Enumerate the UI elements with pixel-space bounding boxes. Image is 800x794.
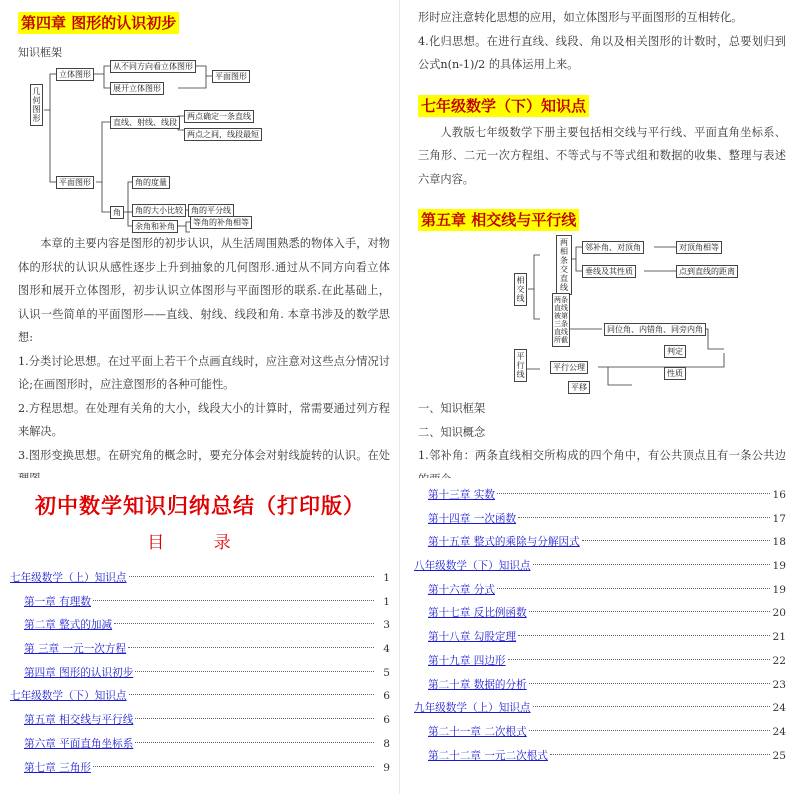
toc-page-number: 1 <box>383 572 390 584</box>
intro-paragraph: 本章的主要内容是图形的初步认识，从生活周围熟悉的物体入手，对物体的形状的认识从感性逐步上升到抽象的几何图形.通过从不同方向看立体图形和展开立体图形，初步认识立体图形与平面图形的联系.在此基础上，认识一些简单的平面图形——直线、射线、线段和角. 本章书涉及的数学思想: <box>18 237 390 344</box>
mm5-axiom: 平行公理 <box>550 361 588 374</box>
toc-leader-dots <box>518 517 770 518</box>
toc-leader-dots <box>529 730 770 731</box>
section-title-grade7-down: 七年级数学（下）知识点 <box>418 95 589 117</box>
toc-leader-dots <box>533 706 770 707</box>
page-toc-2 <box>404 478 800 794</box>
toc-page-number: 4 <box>383 643 390 656</box>
toc-page-number: 16 <box>772 489 786 501</box>
toc-page-number: 19 <box>772 583 786 596</box>
mm5-perp: 垂线及其性质 <box>582 265 636 278</box>
toc-entry[interactable] <box>414 484 786 508</box>
toc-entry[interactable] <box>414 697 786 721</box>
toc-page-number: 25 <box>772 749 786 762</box>
toc-page-number: 5 <box>383 666 390 679</box>
mm5-parallel: 平行线 <box>514 349 527 382</box>
toc-page-number: 3 <box>383 619 390 632</box>
toc-page-number: 9 <box>383 761 390 774</box>
mm5-angles3: 同位角、内错角、同旁内角 <box>604 323 706 336</box>
toc-entry[interactable] <box>414 508 786 532</box>
mm5-adj: 邻补角、对顶角 <box>582 241 644 254</box>
mm5-two-lines: 两相条交直线 <box>556 235 572 295</box>
framework-label: 知识框架 <box>18 46 62 59</box>
toc-page-number: 6 <box>383 690 390 703</box>
idea-3: 3.图形变换思想。在研究角的概念时，要充分体会对射线旋转的认识。在处 <box>18 448 390 462</box>
toc-entry[interactable] <box>10 567 390 591</box>
toc-entry[interactable] <box>414 555 786 579</box>
toc-entry[interactable] <box>414 650 786 674</box>
mm5-translate: 平移 <box>568 381 590 394</box>
mindmap-lines-connectors <box>418 237 786 387</box>
toc-leader-dots <box>135 671 374 672</box>
toc-entry-label[interactable]: 第四章 图形的认识初步 <box>24 666 134 679</box>
toc-entry-label[interactable]: 第二十章 数据的分析 <box>428 678 527 691</box>
outline-1: 一、知识框架 <box>418 402 486 415</box>
toc-page-number: 24 <box>772 725 786 738</box>
toc-entry[interactable] <box>10 638 390 662</box>
toc-page-number: 18 <box>772 536 786 549</box>
toc-page-number: 19 <box>772 560 786 573</box>
toc-leader-dots <box>93 766 374 767</box>
section-intro: 人教版七年级数学下册主要包括相交线与平行线、平面直角坐标系、三角形、二元一次方程组、不等式与不等式组和数据的收集、整理与表述六章内容。 <box>418 125 786 186</box>
toc-page-number: 8 <box>383 737 390 750</box>
idea-2: 2.方程思想。在处理有关角的大小，线段大小的计算时，常需要通过列方程来解决。 <box>18 401 390 438</box>
toc-leader-dots <box>135 718 374 719</box>
toc-page-number: 21 <box>772 631 786 644</box>
toc-entry-label[interactable]: 第二章 整式的加减 <box>24 619 113 632</box>
cont-paragraph: 形时应注意转化思想的应用，如立体图形与平面图形的互相转化。 <box>418 11 743 24</box>
page-chapter-5 <box>404 0 800 462</box>
toc-leader-dots <box>529 611 770 612</box>
toc-leader-dots <box>497 493 770 494</box>
idea-4: 4.化归思想。在进行直线、线段、角以及相关图形的计数时，总要划归到公式n(n-1)/2 的具体运用上来。 <box>418 34 786 71</box>
toc-entry[interactable] <box>10 733 390 757</box>
toc-entry[interactable] <box>414 602 786 626</box>
mindmap-geometry <box>18 62 390 231</box>
toc-page-number: 24 <box>772 702 786 715</box>
toc-entry[interactable] <box>10 685 390 709</box>
toc-leader-dots <box>550 754 770 755</box>
concept-1: 1.邻补角：两条直线相交所构成的四个角中，有公共顶点且有一条公共边 <box>418 449 786 462</box>
toc-entry-label[interactable]: 第十五章 整式的乘除与分解因式 <box>428 536 580 549</box>
idea-1: 1.分类讨论思想。在过平面上若干个点画直线时，应注意对这些点分情况讨论;在画图形时，应注意图形的各种可能性。 <box>18 354 390 391</box>
toc-entry-label[interactable]: 九年级数学（上）知识点 <box>414 702 531 715</box>
toc-entry-label[interactable]: 第二十二章 一元二次根式 <box>428 749 548 762</box>
toc-leader-dots <box>508 659 770 660</box>
toc-entry-label[interactable]: 第十九章 四边形 <box>428 654 506 667</box>
mm-solid-a: 从不同方向看立体图形 <box>110 60 196 73</box>
toc-leader-dots <box>135 742 374 743</box>
toc-entry[interactable] <box>10 591 390 615</box>
page-toc-1 <box>0 478 398 794</box>
toc-entry-label[interactable]: 第二十一章 二次根式 <box>428 725 527 738</box>
toc-entry-label[interactable]: 第一章 有理数 <box>24 595 91 608</box>
toc-leader-dots <box>129 694 374 695</box>
toc-entry-label[interactable]: 第十七章 反比例函数 <box>428 607 527 620</box>
toc-leader-dots <box>497 588 770 589</box>
toc-entry[interactable] <box>414 626 786 650</box>
mm5-root: 相交线 <box>514 273 527 306</box>
toc-entry-label[interactable]: 第十八章 勾股定理 <box>428 631 517 644</box>
toc-leader-dots <box>129 576 374 577</box>
toc-entry-label[interactable]: 第十三章 实数 <box>428 489 495 501</box>
toc-page-number: 17 <box>772 512 786 525</box>
toc-entry-label[interactable]: 七年级数学（下）知识点 <box>10 690 127 703</box>
mm-line-b: 两点之间，线段最短 <box>184 128 262 141</box>
toc-heading: 目 录 <box>147 533 253 553</box>
toc-leader-dots <box>533 564 770 565</box>
toc-entry-label[interactable]: 第五章 相交线与平行线 <box>24 714 134 727</box>
toc-leader-dots <box>128 647 374 648</box>
toc-page-number: 23 <box>772 678 786 691</box>
toc-page-number: 1 <box>383 595 390 608</box>
toc-entry-label[interactable]: 第六章 平面直角坐标系 <box>24 737 134 750</box>
toc-entry[interactable] <box>10 662 390 686</box>
mm-angle-c: 余角和补角 <box>132 220 178 233</box>
toc-list-right <box>414 484 786 768</box>
mm-root: 几何图形 <box>30 84 43 126</box>
toc-entry[interactable] <box>414 721 786 745</box>
mindmap-lines <box>418 237 786 392</box>
toc-entry[interactable] <box>10 614 390 638</box>
mm-angle-a: 角的度量 <box>132 176 170 189</box>
toc-entry[interactable] <box>10 757 390 781</box>
page-gutter <box>399 0 400 794</box>
mm-solid: 立体图形 <box>56 68 94 81</box>
toc-entry[interactable] <box>10 709 390 733</box>
mm-plane: 平面图形 <box>56 176 94 189</box>
chapter-title: 第四章 图形的认识初步 <box>18 12 179 34</box>
mm-lines: 直线、射线、线段 <box>110 116 180 129</box>
toc-entry-label[interactable]: 第七章 三角形 <box>24 761 91 774</box>
toc-leader-dots <box>582 540 770 541</box>
toc-list-left <box>10 567 390 780</box>
document-title: 初中数学知识归纳总结（打印版） <box>35 493 365 518</box>
toc-leader-dots <box>518 635 770 636</box>
outline-2: 二、知识概念 <box>418 425 486 439</box>
mm-plane-right: 平面图形 <box>212 70 250 83</box>
mm-angle-c2a: 等角的补角相等 <box>190 216 252 229</box>
toc-entry-label[interactable]: 第十六章 分式 <box>428 583 495 596</box>
toc-page-number: 20 <box>772 607 786 620</box>
toc-entry-label[interactable]: 第 三章 一元一次方程 <box>24 643 127 656</box>
mm5-judge: 判定 <box>664 345 686 358</box>
mm5-prop: 性质 <box>664 367 686 380</box>
mm-angle-b: 角的大小比较 <box>132 204 186 217</box>
mm-solid-b: 展开立体图形 <box>110 82 164 95</box>
toc-entry[interactable] <box>414 531 786 555</box>
toc-leader-dots <box>529 683 770 684</box>
mm5-perp2: 点到直线的距离 <box>676 265 738 278</box>
page-chapter-4 <box>0 0 398 462</box>
toc-page-number: 22 <box>772 654 786 667</box>
mm-angle-b2: 角的平分线 <box>188 204 234 217</box>
chapter-5-title: 第五章 相交线与平行线 <box>418 209 579 231</box>
mm-line-a: 两点确定一条直线 <box>184 110 254 123</box>
mm-angle: 角 <box>110 206 124 219</box>
toc-entry[interactable] <box>414 579 786 603</box>
toc-entry-label[interactable]: 八年级数学（下）知识点 <box>414 560 531 573</box>
toc-entry-label[interactable]: 七年级数学（上）知识点 <box>10 572 127 584</box>
toc-leader-dots <box>93 600 374 601</box>
toc-entry[interactable] <box>414 674 786 698</box>
mm5-adj2: 对顶角相等 <box>676 241 722 254</box>
toc-entry-label[interactable]: 第十四章 一次函数 <box>428 512 517 525</box>
mm5-three-lines: 两条直线被第三条直线所截 <box>552 293 570 347</box>
toc-entry[interactable] <box>414 745 786 769</box>
toc-page-number: 6 <box>383 714 390 727</box>
toc-leader-dots <box>114 623 374 624</box>
